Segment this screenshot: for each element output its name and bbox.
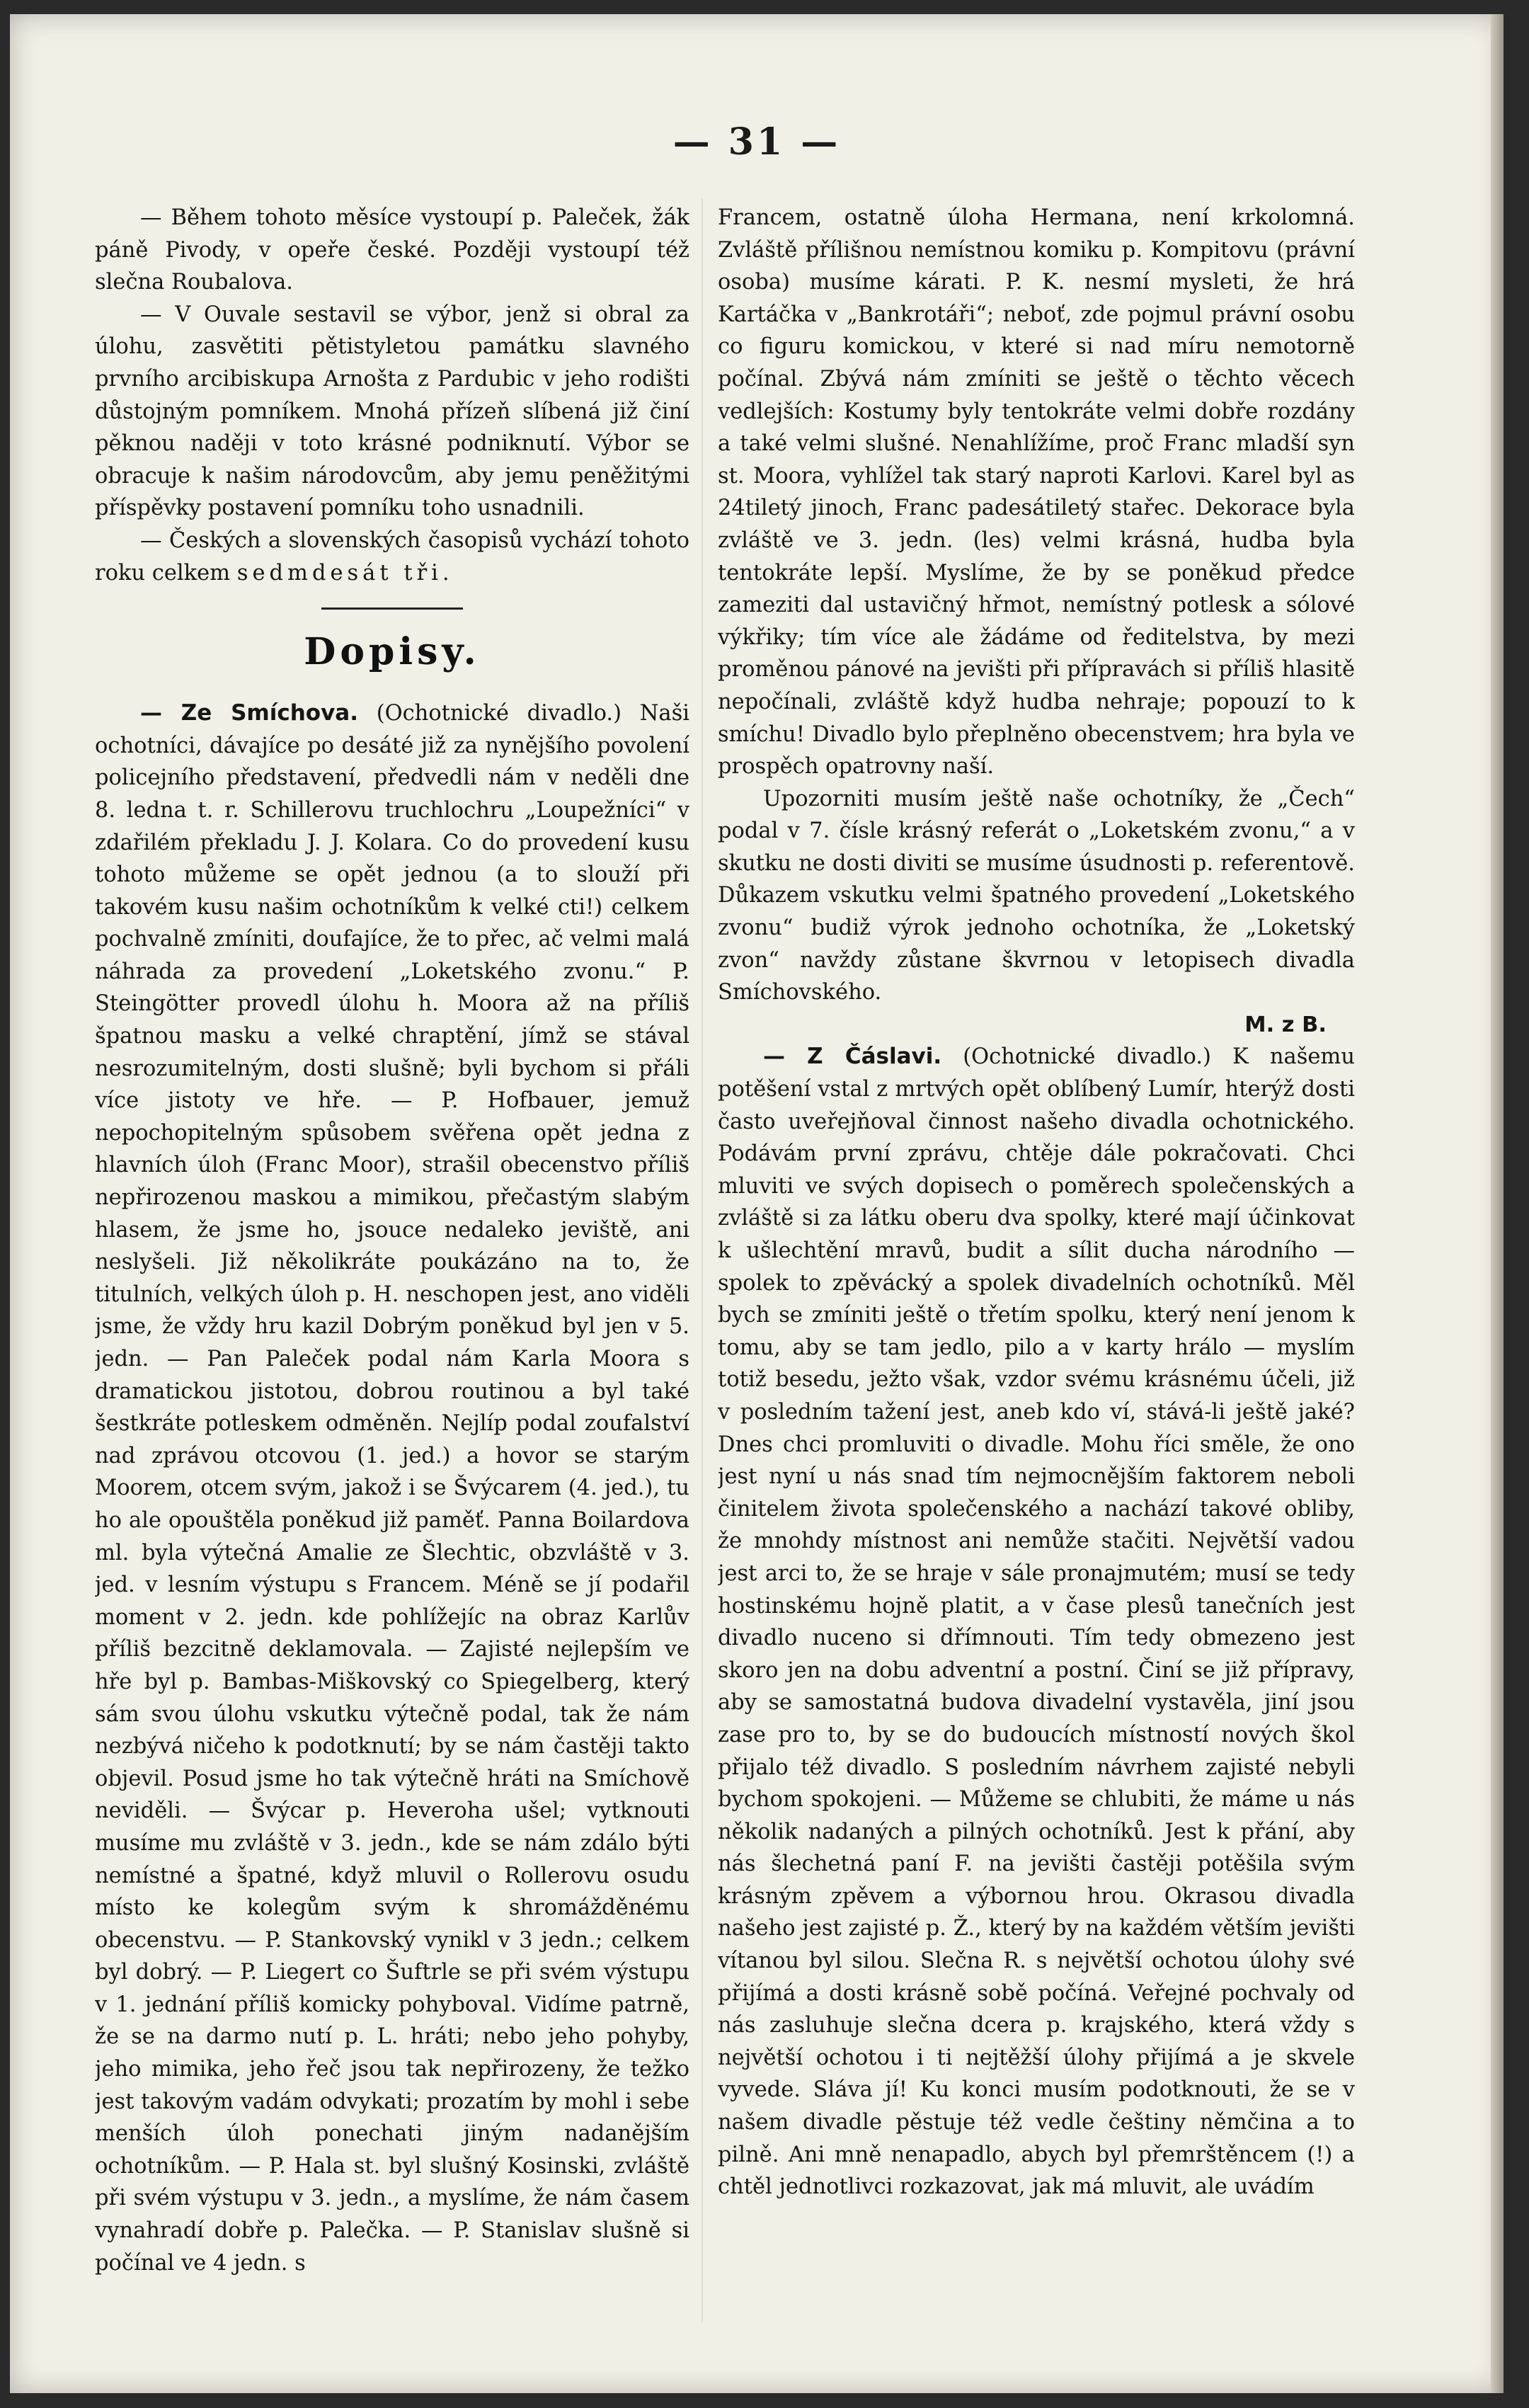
- news-item-ouval-monument: — V Ouvale sestavil se výbor, jenž si obral za úlohu, zasvětiti pětistyletou památku slavného prvního arcibiskupa Arnošta z Pardubic v jeho rodišti důstojným pomníkem. Mnohá přízeň slíbená již činí pěknou naději v toto krásné podniknutí. Výbor se obracuje k našim národovcům, aby jemu peněžitými příspěvky postavení pomníku toho usnadnili.: [95, 302, 689, 521]
- letter-smichov-text: (Ochotnické divadlo.) Naši ochotníci, dávajíce po desáté již za nynějšího povolení policejního představení, předvedli nám v neděli dne 8. ledna t. r. Schillerovu truchlochru „Loupežníci“ v zdařilém překladu J. J. Kolara. Co do provedení kusu tohoto můžeme se opět jednou (a to slouží při takovém kusu našim ochotníkům k velké cti!) celkem pochvalně zmíniti, doufajíce, že to přec, ač velmi malá náhrada za provedení „Loketského zvonu.“ P. Steingötter provedl úlohu h. Moora až na příliš špatnou masku a velké chraptění, jímž se stával nesrozumitelným, dosti slušně; byli bychom si přáli více jistoty ve hře. — P. Hofbauer, jemuž nepochopitelným spůsobem svěřena opět jedna z hlavních úloh (Franc Moor), strašil obecenstvo příliš nepřirozenou maskou a mimikou, přečastým slabým hlasem, že jsme ho, jsouce nedaleko jeviště, ani neslyšeli. Již několikráte poukázáno na to, že titulních, velkých úloh p. H. neschopen jest, ano viděli jsme, že vždy hru kazil Dobrým poněkud byl jen v 5. jedn. — Pan Paleček podal nám Karla Moora s dramatickou jistotou, dobrou routinou a byl také šestkráte potleskem odměněn. Nejlíp podal zoufalství nad zprávou otcovou (1. jed.) a hovor se starým Moorem, otcem svým, jakož i se Švýcarem (4. jed.), tu ho ale opouštěla poněkud již paměť. Panna Boilardova ml. byla výtečná Amalie ze Šlechtic, obzvláště v 3. jed. v lesním výstupu s Francem. Méně se jí podařil moment v 2. jedn. kde pohlížejíc na obraz Karlův příliš bezcitně deklamovala. — Zajisté nejlepším ve hře byl p. Bambas-Miškovský co Spiegelberg, který sám svou úlohu vskutku výtečně podal, tak že nám nezbývá ničeho k podotknutí; by se nám častěji takto objevil. Posud jsme ho tak výtečně hráti na Smíchově neviděli. — Švýcar p. Heveroha ušel; vytknouti musíme mu zvláště v 3. jedn., kde se nám zdálo býti nemístné a špatné, když mluvil o Rollerovu osudu místo ke kolegům svým k shromážděnému obecenstvu. — P. Stankovský vynikl v 3 jedn.; celkem byl dobrý. — P. Liegert co Šuftrle se při svém výstupu v 1. jednání příliš komicky pohyboval. Vidíme patrně, že se na darmo nutí p. L. hráti; nebo jeho pohyby, jeho mimika, jeho řeč jsou tak nepřirozeny, že težko jest takovým vadám odvykati; prozatím by mohl i sebe menších úloh ponechati jiným nadanějším ochotníkům. — P. Hala st. byl slušný Kosinski, zvláště při svém výstupu v 3. jedn., a myslíme, že nám časem vynahradí dobře p. Palečka. — P. Stanislav slušně si počínal ve 4 jedn. s: [95, 701, 689, 2276]
- section-divider: [321, 607, 463, 610]
- periodicals-prefix: — Českých a slovenských časopisů vychází tohoto roku celkem: [95, 527, 689, 586]
- left-column: [95, 202, 689, 2344]
- letter-smichov-continued: Francem, ostatně úloha Hermana, není krkolomná. Zvláště přílišnou nemístnou komiku p. Kompitovu (právní osoba) musíme kárati. P. K. nesmí mysleti, že hrá Kartáčka v „Bankrotáři“; neboť, zde pojmul právní osobu co figuru komickou, v které si nad míru nemotorně počínal. Zbývá nám zmíniti se ještě o těchto věcech vedlejších: Kostumy byly tentokráte velmi dobře rozdány a také velmi slušné. Nenahlížíme, proč Franc mladší syn st. Moora, vyhlížel tak starý naproti Karlovi. Karel byl as 24tiletý jinoch, Franc padesátiletý stařec. Dekorace byla zvláště ve 3. jedn. (les) velmi krásná, hudba byla tentokráte lepší. Myslíme, že by se poněkud předce zameziti dal ustavičný hřmot, nemístný potlesk a sólové výkřiky; tím více ale žádáme od ředitelstva, by mezi proměnou pánové na jevišti při přípravách si příliš hlasitě nepočínali, zvláště když hudba nehraje; popouzí to k smíchu! Divadlo bylo přeplněno obecenstvem; hra byla ve prospěch opatrovny naší.: [718, 205, 1355, 780]
- right-column: [718, 202, 1355, 2344]
- periodicals-count: sedmdesát tři.: [236, 560, 454, 586]
- section-heading-dopisy: Dopisy.: [304, 630, 481, 674]
- column-gutter: [701, 198, 703, 2322]
- letter-smichov-postscript: Upozorniti musím ještě naše ochotníky, že „Čech“ podal v 7. čísle krásný referát o „Loketském zvonu,“ a v skutku ne dosti diviti se musíme úsudnosti p. referentově. Důkazem vskutku velmi špatného provedení „Loketského zvonu“ budiž výrok jednoho ochotníka, že „Loketský zvon“ navždy zůstane škvrnou v letopisech divadla Smíchovského.: [718, 786, 1355, 1005]
- page-number: — 31 —: [672, 120, 841, 164]
- letter-place-caslav: — Z Čáslavi.: [763, 1044, 942, 1070]
- letter-smichov: [95, 697, 689, 2279]
- letter-place-smichov: — Ze Smíchova.: [140, 700, 358, 726]
- letter-caslav: [718, 1041, 1355, 2203]
- newspaper-page: [10, 14, 1504, 2393]
- news-item-periodicals: [95, 525, 689, 589]
- news-item-palecek: — Během tohoto měsíce vystoupí p. Paleček, žák páně Pivody, v opeře české. Později vystoupí též slečna Roubalova.: [95, 205, 689, 295]
- scan-frame-edge: [1491, 14, 1504, 2393]
- letter-caslav-text: (Ochotnické divadlo.) K našemu potěšení vstal z mrtvých opět oblíbený Lumír, hterýž dosti často uveřejňoval činnost našeho divadla ochotnického. Podávám první zprávu, chtěje dále pokračovati. Chci mluviti ve svých dopisech o poměrech společenských a zvláště si za látku oberu dva spolky, které mají účinkovat k ušlechtění mravů, budit a sílit ducha národního — spolek to zpěvácký a spolek divadelních ochotníků. Měl bych se zmíniti ještě o třetím spolku, který není jenom k tomu, aby se tam jedlo, pilo a v karty hrálo — myslím totiž besedu, ježto však, vzdor svému krásnému účeli, již v posledním tažení jest, aneb kdo ví, stává-li ještě jaké? Dnes chci promluviti o divadle. Mohu říci směle, že ono jest nyní u nás snad tím nejmocnějším faktorem neboli činitelem života společenského a nachází takové obliby, že mnohdy místnost ani nemůže stačiti. Největší vadou jest arci to, že se hraje v sále pronajmutém; musí se tedy hostinskému hojně platit, a v čase plesů tanečních jest divadlo nuceno si dřímnouti. Tím tedy obmezeno jest skoro jen na dobu adventní a postní. Činí se již přípravy, aby se samostatná budova divadelní vystavěla, jiní jsou zase pro to, by se do budoucích místností nových škol přijalo též divadlo. S posledním návrhem zajisté nebyli bychom spokojeni. — Můžeme se chlubiti, že máme u nás několik nadaných a pilných ochotníků. Jest k přání, aby nás šlechetná paní F. na jevišti častěji potěšila svým krásným zpěvem a výbornou hrou. Okrasou divadla našeho jest zajisté p. Ž., který by na každém větším jevišti vítanou byl silou. Slečna R. s největší ochotou úlohy své přijímá a dosti krásně sobě počíná. Veřejné pochvaly od nás zasluhuje slečna dcera p. krajského, která vždy s největší ochotou i ti nejtěžší úlohy přijímá a je skvele vyvede. Sláva jí! Ku konci musím podotknouti, že se v našem divadle pěstuje též vedle češtiny němčina a to pilně. Ani mně nenapadlo, abych byl přemrštěncem (!) a chtěl jednotlivci rozkazovat, jak má mluvit, ale uvádím: [718, 1044, 1355, 2200]
- letter-signature: M. z B.: [1244, 1012, 1327, 1037]
